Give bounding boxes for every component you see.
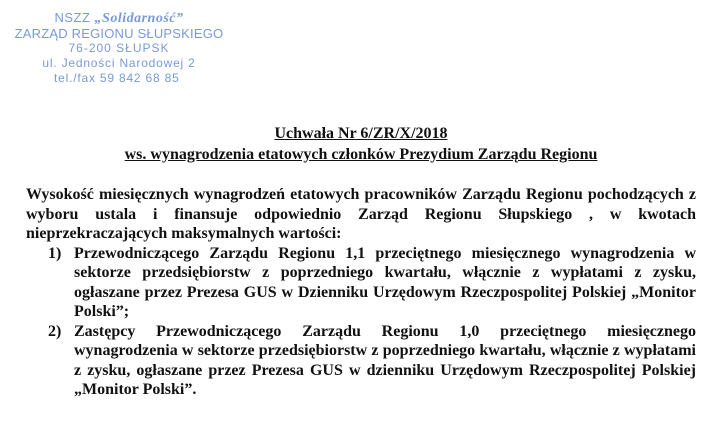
list-item-text: Przewodniczącego Zarządu Regionu 1,1 przeciętnego miesięcznego wynagrodzenia w sektorze przedsiębiorstw z poprzedniego kwartału, włącznie z wypłatami z zysku, ogłaszane przez Prezesa GUS w Dzienniku Urzędowym Rzeczpospolitej Polskiej „Monitor Polski”; [74,244,696,320]
list-item-number: 2) [48,322,62,340]
list-item-number: 1) [48,244,62,262]
resolution-document [26,124,696,400]
organization-stamp [14,10,224,86]
stamp-line-phone: tel./fax 59 842 68 85 [54,71,180,85]
list-item [26,322,696,400]
document-subtitle: ws. wynagrodzenia etatowych członków Prezydium Zarządu Regionu [124,145,598,163]
stamp-line-union [14,10,224,26]
document-title: Uchwała Nr 6/ZR/X/2018 [274,125,448,142]
stamp-line-street: ul. Jedności Narodowej 2 [42,56,196,70]
stamp-line-board: ZARZĄD REGIONU SŁUPSKIEGO [14,26,224,41]
stamp-line-city: 76-200 SŁUPSK [68,41,170,55]
remuneration-list [26,244,696,400]
list-item-text: Zastępcy Przewodniczącego Zarządu Regionu 1,0 przeciętnego miesięcznego wynagrodzenia w sektorze przedsiębiorstw z poprzedniego kwartału, włącznie z wypłatami z zysku, ogłaszane przez Prezesa GUS w dzienniku Urzędowym Rzeczpospolitej Polskiej „Monitor Polski”. [74,322,696,398]
document-intro: Wysokość miesięcznych wynagrodzeń etatowych pracowników Zarządu Regionu pochodzących z wyboru ustala i finansuje odpowiednio Zarząd Regionu Słupskiego , w kwotach nieprzekraczających maksymalnych wartości: [26,186,696,242]
stamp-union-prefix: NSZZ [54,10,91,25]
list-item [26,244,696,322]
stamp-union-name: „Solidarność” [94,11,184,26]
